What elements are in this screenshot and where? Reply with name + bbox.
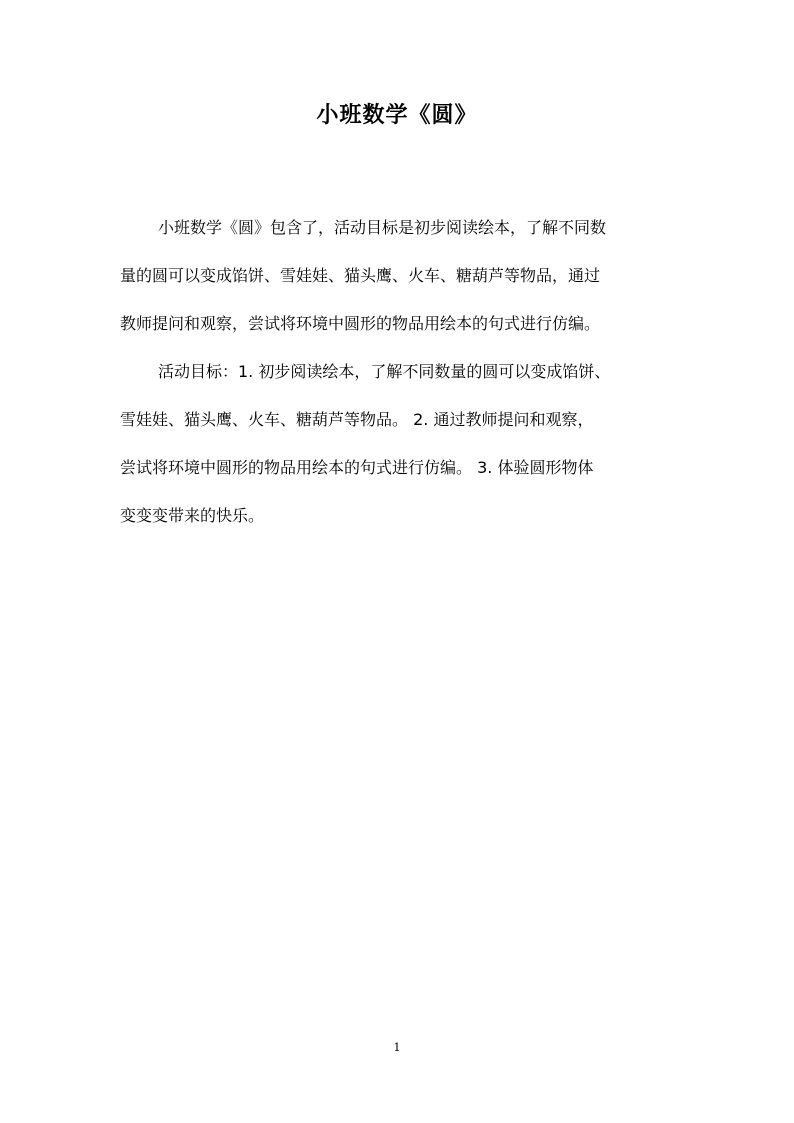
paragraph-line: 活动目标：1. 初步阅读绘本，了解不同数量的圆可以变成馅饼、 [158, 362, 611, 381]
paragraph-goals [120, 348, 680, 540]
paragraph-line: 量的圆可以变成馅饼、雪娃娃、猫头鹰、火车、糖葫芦等物品，通过 [120, 266, 601, 285]
paragraph-line: 尝试将环境中圆形的物品用绘本的句式进行仿编。 3. 体验圆形物体 [120, 458, 594, 477]
paragraph-line: 变变变带来的快乐。 [120, 506, 265, 525]
paragraph-line: 小班数学《圆》包含了，活动目标是初步阅读绘本，了解不同数 [158, 218, 607, 237]
paragraph-line: 教师提问和观察，尝试将环境中圆形的物品用绘本的句式进行仿编。 [120, 314, 601, 333]
paragraph-line: 雪娃娃、猫头鹰、火车、糖葫芦等物品。 2. 通过教师提问和观察， [120, 410, 594, 429]
page-number: 1 [393, 1041, 401, 1054]
document-title: 小班数学《圆》 [316, 102, 478, 128]
paragraph-intro [120, 204, 680, 348]
